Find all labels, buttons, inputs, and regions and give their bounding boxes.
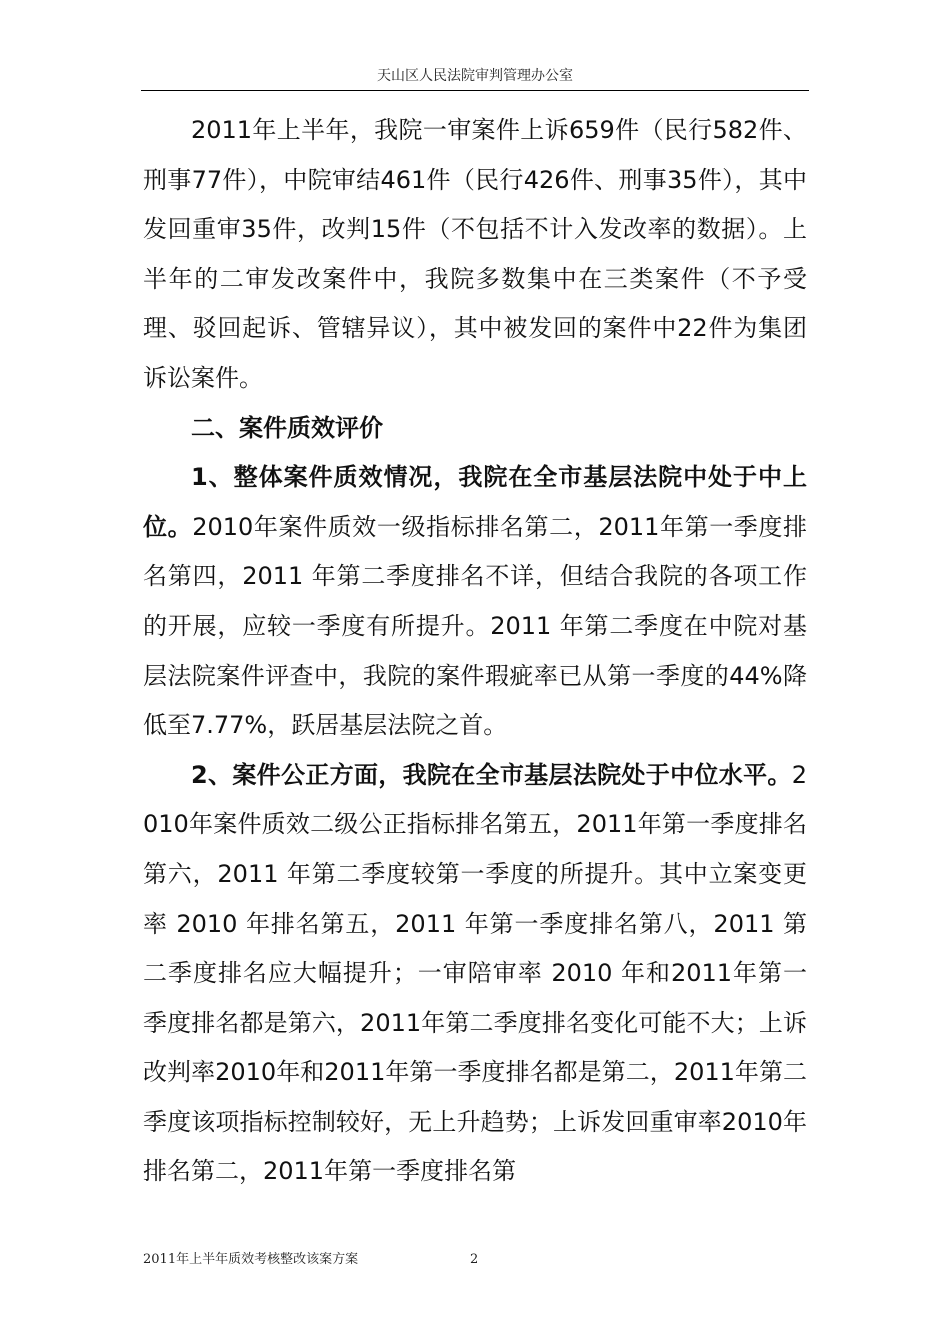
paragraph-appeal-summary	[143, 106, 807, 404]
section-heading-quality-evaluation	[143, 404, 807, 454]
section-heading-text: 二、案件质效评价	[191, 413, 383, 442]
paragraph-overall-quality	[143, 453, 807, 751]
paragraph-text: 2010年案件质效二级公正指标排名第五，2011年第一季度排名第六，2011 年第二季度较第一季度的所提升。其中立案变更率 2010 年排名第五，2011 年第一季度排名第八，2011 第二季度排名应大幅提升；一审陪审率 2010 年和2011年第一季度排名都是第六，2011年第二季度排名变化可能不大；上诉改判率2010年和2011年第一季度排名都是第二，2011年第二季度该项指标控制较好，无上升趋势；上诉发回重审率2010年排名第二，2011年第一季度排名第	[143, 760, 807, 1186]
paragraph-case-fairness	[143, 751, 807, 1197]
paragraph-text: 2010年案件质效一级指标排名第二，2011年第一季度排名第四，2011 年第二季度排名不详，但结合我院的各项工作的开展，应较一季度有所提升。2011 年第二季度在中院对基层法院案件评查中，我院的案件瑕疵率已从第一季度的44%降低至7.77%，跃居基层法院之首。	[143, 512, 808, 740]
paragraph-lead-bold: 2、案件公正方面，我院在全市基层法院处于中位水平。	[191, 760, 792, 789]
footer-document-title: 2011年上半年质效考核整改该案方案	[143, 1252, 359, 1267]
paragraph-text: 2011年上半年，我院一审案件上诉659件（民行582件、刑事77件），中院审结461件（民行426件、刑事35件），其中发回重审35件，改判15件（不包括不计入发改率的数据）。上半年的二审发改案件中，我院多数集中在三类案件（不予受理、驳回起诉、管辖异议），其中被发回的案件中22件为集团诉讼案件。	[143, 116, 807, 392]
page-header	[141, 66, 809, 91]
header-title: 天山区人民法院审判管理办公室	[377, 68, 573, 84]
document-body	[143, 106, 807, 1197]
paragraph-lead-bold: 1、整体案件质效情况，我院在全市基层法院中处于中上位。	[143, 463, 807, 541]
footer-page-number: 2	[470, 1252, 479, 1267]
